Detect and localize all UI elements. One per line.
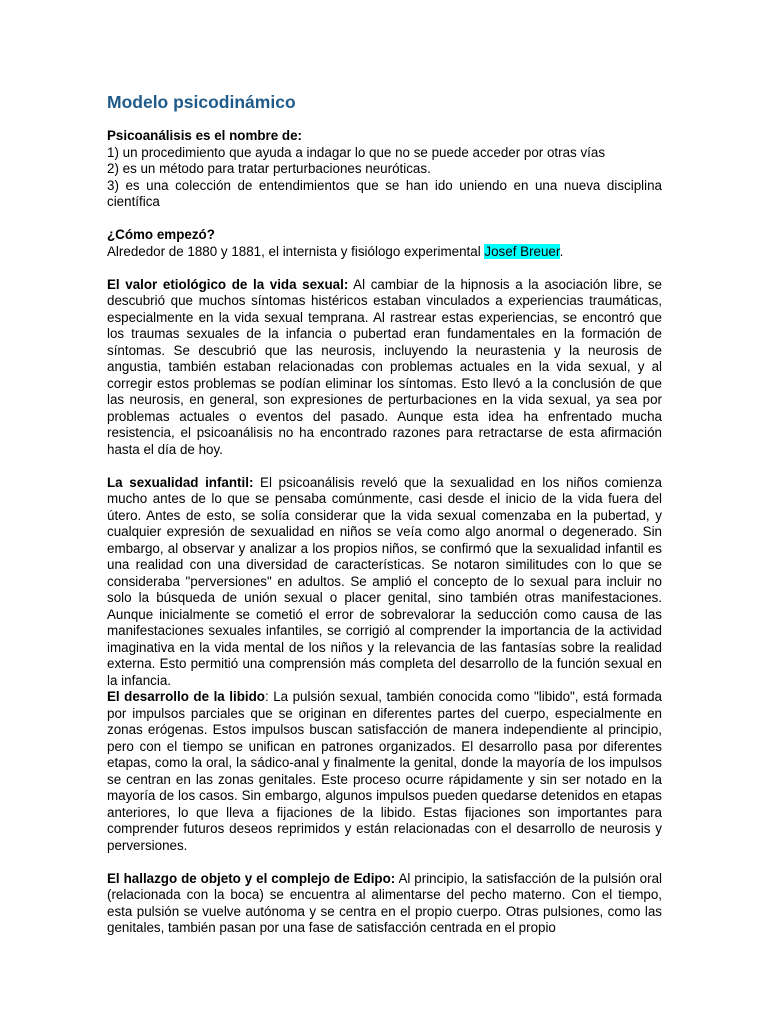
section-heading: El valor etiológico de la vida sexual: bbox=[107, 276, 349, 292]
section-text: Al principio, la satisfacción de la pulsión oral (relacionada con la boca) se encuentra al alimentarse del pecho materno. Con el tiempo, esta pulsión se vuelve autónoma y se centra en el propio cuerpo. Otras pulsiones, como las genitales, también pasan por una fase de satisfacción centrada en el propio bbox=[107, 870, 662, 935]
intro-item: 2) es un método para tratar perturbaciones neuróticas. bbox=[107, 161, 431, 176]
section-heading: La sexualidad infantil: bbox=[107, 474, 254, 490]
section-heading: El hallazgo de objeto y el complejo de Edipo: bbox=[107, 870, 396, 886]
intro-heading: Psicoanálisis es el nombre de: bbox=[107, 128, 302, 143]
document-title: Modelo psicodinámico bbox=[107, 92, 296, 112]
intro-item: 1) un procedimiento que ayuda a indagar lo que no se puede acceder por otras vías bbox=[107, 144, 606, 160]
intro-block bbox=[107, 128, 662, 211]
origin-text bbox=[107, 244, 662, 261]
highlighted-name: Josef Breuer bbox=[484, 243, 560, 259]
section-paragraph bbox=[107, 277, 662, 459]
origin-text-before: Alrededor de 1880 y 1881, el internista y fisiólogo experimental bbox=[107, 243, 485, 259]
section-text: El psicoanálisis reveló que la sexualidad en los niños comienza mucho antes de lo que se pensaba comúnmente, casi desde el inicio de la vida fuera del útero. Antes de esto, se solía considerar que la vida sexual comenzaba en la pubertad, y cualquier expresión de sexualidad en niños se veía como algo anormal o degenerado. Sin embargo, al observar y analizar a los propios niños, se confirmó que la sexualidad infantil es una realidad con una diversidad de características. Se notaron similitudes con lo que se consideraba "perversiones" en adultos. Se amplió el concepto de lo sexual para incluir no solo la búsqueda de unión sexual o placer genital, sino también otras manifestaciones. Aunque inicialmente se cometió el error de sobrevalorar la seducción como causa de las manifestaciones sexuales infantiles, se corrigió al comprender la importancia de la actividad imaginativa en la vida mental de los niños y la relevancia de las fantasías sobre la realidad externa. Esto permitió una comprensión más completa del desarrollo de la función sexual en la infancia. bbox=[107, 474, 662, 688]
origin-heading: ¿Cómo empezó? bbox=[107, 227, 215, 242]
section-paragraph bbox=[107, 689, 662, 854]
intro-item: 3) es una colección de entendimientos que se han ido uniendo en una nueva disciplina científica bbox=[107, 177, 662, 209]
section-paragraph bbox=[107, 871, 662, 937]
section-text: : La pulsión sexual, también conocida como "libido", está formada por impulsos parciales que se originan en diferentes partes del cuerpo, especialmente en zonas erógenas. Estos impulsos buscan satisfacción de manera independiente al principio, pero con el tiempo se unifican en patrones organizados. El desarrollo pasa por diferentes etapas, como la oral, la sádico-anal y finalmente la genital, donde la mayoría de los impulsos se centran en las zonas genitales. Este proceso ocurre rápidamente y sin ser notado en la mayoría de los casos. Sin embargo, algunos impulsos pueden quedarse detenidos en etapas anteriores, lo que lleva a fijaciones de la libido. Estas fijaciones son importantes para comprender futuros deseos reprimidos y están relacionadas con el desarrollo de neurosis y perversiones. bbox=[107, 689, 662, 853]
section-text: Al cambiar de la hipnosis a la asociación libre, se descubrió que muchos síntomas histéricos estaban vinculados a experiencias traumáticas, especialmente en la vida sexual temprana. Al rastrear estas experiencias, se encontró que los traumas sexuales de la infancia o pubertad eran fundamentales en la formación de síntomas. Se descubrió que las neurosis, incluyendo la neurastenia y la neurosis de angustia, también estaban relacionadas con problemas actuales en la vida sexual, y al corregir estos problemas se podían eliminar los síntomas. Esto llevó a la conclusión de que las neurosis, en general, son expresiones de perturbaciones en la vida sexual, ya sea por problemas actuales o eventos del pasado. Aunque esta idea ha enfrentado mucha resistencia, el psicoanálisis no ha encontrado razones para retractarse de esta afirmación hasta el día de hoy. bbox=[107, 276, 662, 457]
section-paragraph bbox=[107, 475, 662, 690]
origin-block bbox=[107, 227, 662, 260]
document-page bbox=[107, 90, 662, 937]
origin-text-after: . bbox=[559, 243, 564, 259]
section-heading: El desarrollo de la libido bbox=[107, 689, 265, 704]
